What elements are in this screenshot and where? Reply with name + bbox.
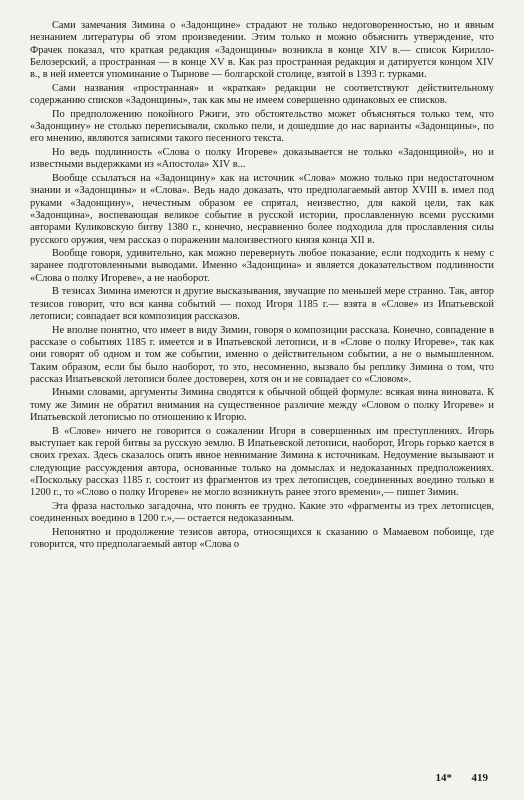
page-number: 419	[471, 772, 488, 784]
paragraph: Эта фраза настолько загадочна, что понять ее трудно. Какие это «фрагменты из трех летописцев, соединенных воедино в 1200 г.»,— остается недоказанным.	[30, 500, 494, 525]
paragraph: В «Слове» ничего не говорится о сожалении Игоря в совершенных им преступлениях. Игорь выступает как герой битвы за русскую землю. В Ипатьевской летописи, наоборот, Игорь горько кается в своих грехах. Здесь сказалось опять явное невнимание Зимина к источникам. Недоумение вызывают и следующие рассуждения автора, основанные только на домыслах и недоказанных предположениях. «Поскольку рассказ 1185 г. состоит из фрагментов из трех летописцев, соединенных воедино только в 1200 г., то «Слово о полку Игореве» не могло возникнуть ранее этого времени»,— пишет Зимин.	[30, 425, 494, 499]
paragraph: По предположению покойного Ржиги, это обстоятельство может объясняться только тем, что «Задонщину» не столько переписывали, сколько пели, и дошедшие до нас варианты «Задонщины», по его мнению, являются записями такого песенного текста.	[30, 108, 494, 145]
paragraph: Непонятно и продолжение тезисов автора, относящихся к сказанию о Мамаевом побоище, где говорится, что предполагаемый автор «Слова о	[30, 526, 494, 551]
paragraph: Сами замечания Зимина о «Задонщине» страдают не только недоговоренностью, но и явным незнанием литературы об этом произведении. Этим только и можно объяснить утверждение, что Фрачек показал, что краткая редакция «Задонщины» возникла в конце XIV в.— список Кирилло-Белозерский, а пространная — в конце XV в. Как раз пространная редакция и датируется концом XIV в., в ней имеется упоминание о Тырнове — болгарской столице, взятой в 1393 г. турками.	[30, 20, 494, 81]
paragraph: Вообще говоря, удивительно, как можно перевернуть любое показание, если подходить к нему с заранее подготовленными выводами. Именно «Задонщина» и является доказательством подлинности «Слова о полку Игореве», а не наоборот.	[30, 248, 494, 284]
body-text	[30, 20, 494, 553]
paragraph: Вообще ссылаться на «Задонщину» как на источник «Слова» можно только при недостаточном знании и «Задонщины» и «Слова». Ведь надо доказать, что предполагаемый автор XVIII в. имел под руками «Задонщину», нечестным образом ее спрятал, неизвестно, для какой цели, так как «Задонщина», воспевающая великое событие в русской истории, прославленную всеми русскими авторами Куликовскую битву 1380 г., конечно, несравненно более подходила для прославления силы русского оружия, чем рассказ о поражении малоизвестного князя конца XII в.	[30, 172, 494, 246]
paragraph: Не вполне понятно, что имеет в виду Зимин, говоря о композиции рассказа. Конечно, совпадение в рассказе о событиях 1185 г. имеется и в Ипатьевской летописи, и в «Слове о полку Игореве», так как они говорят об одном и том же событии, именно о действительном событии, а не о вымышленном. Таким образом, если бы было наоборот, то это, несомненно, вызвало бы реплику Зимина о том, что рассказ Ипатьевской летописи более достоверен, хотя он и не совпадает со «Словом».	[30, 324, 494, 385]
paragraph: В тезисах Зимина имеются и другие высказывания, звучащие по меньшей мере странно. Так, автор тезисов говорит, что вся канва событий — поход Игоря 1185 г.— взята в «Слове» из Ипатьевской летописи; совпадает вся композиция рассказов.	[30, 286, 494, 323]
printer-signature-mark: 14*	[435, 772, 452, 784]
paragraph: Но ведь подлинность «Слова о полку Игореве» доказывается не только «Задонщиной», но и известными выдержками из «Апостола» XIV в...	[30, 147, 494, 171]
paragraph: Иными словами, аргументы Зимина сводятся к обычной общей формуле: всякая вина виновата. К тому же Зимин не обратил внимания на существенное различие между «Словом о полку Игореве» и Ипатьевской летописью по отношению к Игорю.	[30, 387, 494, 424]
paragraph: Сами названия «пространная» и «краткая» редакции не соответствуют действительному содержанию списков «Задонщины», так как мы не имеем совершенно одинаковых ее списков.	[30, 82, 494, 107]
